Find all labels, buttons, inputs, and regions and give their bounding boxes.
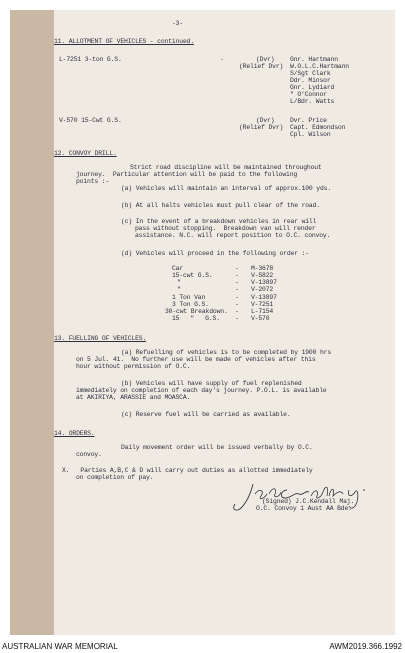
crew-name: Dvr. Price (290, 117, 327, 124)
order-dash: - (235, 301, 239, 308)
convoy-point-b: (b) At all halts vehicles must pull clear of the road. (121, 202, 320, 209)
fuel-point-a: on 5 Jul. 41. No further use will be made of vehicles after this (76, 356, 316, 363)
section-12-heading: 12. CONVOY DRILL. (54, 150, 117, 157)
order-vehicle: 30-cwt Breakdown. (165, 308, 228, 315)
binding-margin (10, 10, 54, 635)
page-number: -3- (172, 20, 184, 27)
convoy-point-c: assistance. N.C. will report position to O.C. convoy. (135, 232, 331, 239)
order-dash: - (235, 294, 239, 301)
order-vehicle: 15 " G.S. (172, 315, 220, 322)
order-number: V-5822 (251, 272, 274, 279)
role-driver: (Dvr) (256, 117, 275, 124)
orders-text: Daily movement order will be issued verbally by O.C. (121, 444, 313, 451)
order-vehicle: " (177, 286, 181, 293)
crew-name: W.O.L.C.Hartmann (290, 63, 349, 70)
order-number: L-7154 (251, 308, 274, 315)
vehicle-l7251: L-7251 3-ton G.S. (59, 56, 122, 63)
convoy-intro-line: Strict road discipline will be maintained throughout (130, 164, 322, 171)
signed-line: (Signed) J.C.Kendall Maj. (262, 498, 355, 505)
order-number: V-570 (251, 315, 270, 322)
fuel-point-a: hour without permission of O.C. (76, 363, 191, 370)
order-vehicle: 1 Ton Van (172, 294, 206, 301)
convoy-point-d: (d) Vehicles will proceed in the following order :- (121, 250, 309, 257)
vehicle-v570: V-570 15-Cwt G.S. (59, 117, 122, 124)
crew-name: " O'Connor (290, 91, 327, 98)
convoy-intro-line: points :- (76, 178, 110, 185)
paper-page (54, 10, 395, 635)
order-dash: - (235, 265, 239, 272)
order-dash: - (235, 272, 239, 279)
order-number: V-13897 (251, 279, 277, 286)
signatory-title: O.C. Convoy 1 Aust AA Bde. (256, 505, 352, 512)
section-14-heading: 14. ORDERS. (54, 430, 95, 437)
order-dash: - (235, 315, 239, 322)
fuel-point-b: immediately on completion of each day's journey. P.O.L. is available (76, 387, 327, 394)
role-relief-driver: (Relief Dvr) (239, 124, 284, 131)
order-vehicle: 15-cwt G.S. (172, 272, 213, 279)
convoy-point-c: (c) In the event of a breakdown vehicles in rear will (121, 218, 317, 225)
order-number: M-3678 (251, 265, 274, 272)
document-sheet (10, 10, 395, 635)
order-number: V-7251 (251, 301, 274, 308)
role-driver: (Dvr) (256, 56, 275, 63)
dash: - (220, 56, 224, 63)
orders-text: convoy. (76, 451, 102, 458)
fuel-point-a: (a) Refuelling of vehicles is to be completed by 1900 hrs (121, 349, 332, 356)
convoy-point-c: pass without stopping. Breakdown van will render (135, 225, 316, 232)
fuel-point-b: at AKIRIYA, ARASSIE and MOASCA. (76, 394, 191, 401)
role-relief-driver: (Relief Dvr) (239, 63, 284, 70)
order-dash: - (235, 286, 239, 293)
fuel-point-c: (c) Reserve fuel will be carried as available. (121, 411, 291, 418)
convoy-intro-line: journey. Particular attention will be paid to the following (76, 171, 298, 178)
fuel-point-b: (b) Vehicles will have supply of fuel replenished (121, 380, 302, 387)
crew-name: L/Bdr. Watts (290, 98, 335, 105)
crew-name: Gnr. Hartmann (290, 56, 338, 63)
pay-parties-text: on completion of pay. (76, 474, 154, 481)
footer-bar (0, 636, 405, 653)
order-vehicle: Car (172, 265, 184, 272)
convoy-point-a: (a) Vehicles will maintain an interval of approx.100 yds. (121, 185, 332, 192)
footer-accession-number: AWM2019.366.1992 (329, 642, 402, 651)
order-dash: - (235, 308, 239, 315)
order-dash: - (235, 279, 239, 286)
crew-name: Ddr. Minsor (290, 77, 331, 84)
section-13-heading: 13. FUELLING OF VEHICLES. (54, 335, 147, 342)
crew-name: Gnr. Lydiard (290, 84, 335, 91)
pay-parties-text: X. Parties A,B,C & D will carry out duties as allotted immediately (62, 467, 313, 474)
section-11-heading: 11. ALLOTMENT OF VEHICLES - continued. (54, 38, 195, 45)
order-number: V-2072 (251, 286, 274, 293)
crew-name: Capt. Edmondson (290, 124, 346, 131)
order-vehicle: " (177, 279, 181, 286)
crew-name: S/Sgt Clark (290, 70, 331, 77)
footer-archive-name: AUSTRALIAN WAR MEMORIAL (2, 642, 118, 651)
order-vehicle: 3 Ton G.S. (172, 301, 209, 308)
order-number: V-13897 (251, 294, 277, 301)
crew-name: Cpl. Wilson (290, 131, 331, 138)
